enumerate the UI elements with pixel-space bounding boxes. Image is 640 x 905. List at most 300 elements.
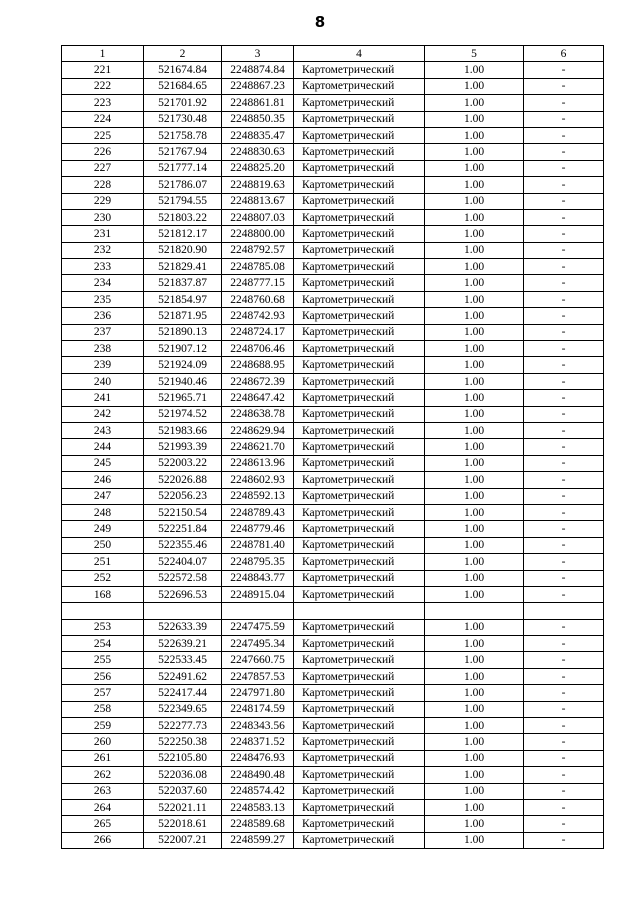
- x-coordinate-cell: 522250.38: [144, 734, 222, 750]
- method-cell: Картометрический: [294, 783, 425, 799]
- accuracy-cell: 1.00: [425, 455, 524, 471]
- x-coordinate-cell: 522417.44: [144, 685, 222, 701]
- note-cell: -: [524, 488, 604, 504]
- note-cell: -: [524, 816, 604, 832]
- y-coordinate-cell: 2248792.57: [222, 242, 294, 258]
- y-coordinate-cell: 2248843.77: [222, 570, 294, 586]
- point-number-cell: 236: [62, 308, 144, 324]
- point-number-cell: 256: [62, 668, 144, 684]
- accuracy-cell: 1.00: [425, 177, 524, 193]
- accuracy-cell: 1.00: [425, 259, 524, 275]
- note-cell: -: [524, 275, 604, 291]
- table-row: [62, 308, 604, 324]
- note-cell: -: [524, 619, 604, 635]
- x-coordinate-cell: 522105.80: [144, 750, 222, 766]
- note-cell: -: [524, 209, 604, 225]
- accuracy-cell: 1.00: [425, 652, 524, 668]
- method-cell: Картометрический: [294, 308, 425, 324]
- y-coordinate-cell: 2248589.68: [222, 816, 294, 832]
- accuracy-cell: 1.00: [425, 799, 524, 815]
- header-cell: 5: [425, 46, 524, 62]
- accuracy-cell: 1.00: [425, 586, 524, 602]
- x-coordinate-cell: 522355.46: [144, 537, 222, 553]
- header-row: [62, 46, 604, 62]
- method-cell: Картометрический: [294, 177, 425, 193]
- x-coordinate-cell: 522007.21: [144, 832, 222, 848]
- point-number-cell: 263: [62, 783, 144, 799]
- accuracy-cell: 1.00: [425, 341, 524, 357]
- table-row: [62, 718, 604, 734]
- note-cell: -: [524, 570, 604, 586]
- note-cell: -: [524, 783, 604, 799]
- accuracy-cell: 1.00: [425, 193, 524, 209]
- y-coordinate-cell: 2248621.70: [222, 439, 294, 455]
- note-cell: -: [524, 701, 604, 717]
- accuracy-cell: 1.00: [425, 226, 524, 242]
- accuracy-cell: 1.00: [425, 209, 524, 225]
- method-cell: Картометрический: [294, 242, 425, 258]
- note-cell: -: [524, 62, 604, 78]
- y-coordinate-cell: 2248830.63: [222, 144, 294, 160]
- point-number-cell: 253: [62, 619, 144, 635]
- method-cell: Картометрический: [294, 619, 425, 635]
- accuracy-cell: 1.00: [425, 78, 524, 94]
- method-cell: Картометрический: [294, 62, 425, 78]
- table-row: [62, 324, 604, 340]
- y-coordinate-cell: 2248760.68: [222, 291, 294, 307]
- x-coordinate-cell: 521993.39: [144, 439, 222, 455]
- method-cell: Картометрический: [294, 750, 425, 766]
- note-cell: -: [524, 95, 604, 111]
- accuracy-cell: 1.00: [425, 554, 524, 570]
- note-cell: -: [524, 341, 604, 357]
- table-row: [62, 78, 604, 94]
- y-coordinate-cell: 2247475.59: [222, 619, 294, 635]
- note-cell: -: [524, 767, 604, 783]
- table-row: [62, 701, 604, 717]
- method-cell: Картометрический: [294, 586, 425, 602]
- method-cell: Картометрический: [294, 341, 425, 357]
- x-coordinate-cell: 521812.17: [144, 226, 222, 242]
- method-cell: Картометрический: [294, 734, 425, 750]
- note-cell: -: [524, 160, 604, 176]
- x-coordinate-cell: 522056.23: [144, 488, 222, 504]
- x-coordinate-cell: 521854.97: [144, 291, 222, 307]
- note-cell: -: [524, 636, 604, 652]
- point-number-cell: 243: [62, 422, 144, 438]
- table-row: [62, 521, 604, 537]
- x-coordinate-cell: 521803.22: [144, 209, 222, 225]
- table-row: [62, 127, 604, 143]
- table-row: [62, 291, 604, 307]
- accuracy-cell: 1.00: [425, 390, 524, 406]
- method-cell: Картометрический: [294, 799, 425, 815]
- method-cell: Картометрический: [294, 488, 425, 504]
- x-coordinate-cell: 522349.65: [144, 701, 222, 717]
- method-cell: Картометрический: [294, 373, 425, 389]
- method-cell: Картометрический: [294, 439, 425, 455]
- point-number-cell: 266: [62, 832, 144, 848]
- x-coordinate-cell: 521777.14: [144, 160, 222, 176]
- table-row: [62, 554, 604, 570]
- note-cell: -: [524, 439, 604, 455]
- note-cell: -: [524, 668, 604, 684]
- x-coordinate-cell: 522491.62: [144, 668, 222, 684]
- accuracy-cell: 1.00: [425, 537, 524, 553]
- accuracy-cell: 1.00: [425, 357, 524, 373]
- table-row: [62, 439, 604, 455]
- y-coordinate-cell: 2248602.93: [222, 472, 294, 488]
- y-coordinate-cell: 2248777.15: [222, 275, 294, 291]
- x-coordinate-cell: 522251.84: [144, 521, 222, 537]
- table-row: [62, 422, 604, 438]
- method-cell: Картометрический: [294, 636, 425, 652]
- method-cell: Картометрический: [294, 668, 425, 684]
- x-coordinate-cell: [144, 603, 222, 619]
- accuracy-cell: 1.00: [425, 406, 524, 422]
- method-cell: Картометрический: [294, 193, 425, 209]
- accuracy-cell: 1.00: [425, 242, 524, 258]
- y-coordinate-cell: 2248874.84: [222, 62, 294, 78]
- table-row: [62, 209, 604, 225]
- method-cell: Картометрический: [294, 406, 425, 422]
- point-number-cell: 225: [62, 127, 144, 143]
- table-row: [62, 488, 604, 504]
- table-row: [62, 62, 604, 78]
- point-number-cell: 251: [62, 554, 144, 570]
- coordinates-table: [61, 45, 604, 849]
- y-coordinate-cell: 2248574.42: [222, 783, 294, 799]
- x-coordinate-cell: 522021.11: [144, 799, 222, 815]
- note-cell: -: [524, 78, 604, 94]
- y-coordinate-cell: 2248785.08: [222, 259, 294, 275]
- point-number-cell: 231: [62, 226, 144, 242]
- accuracy-cell: 1.00: [425, 472, 524, 488]
- x-coordinate-cell: 521767.94: [144, 144, 222, 160]
- x-coordinate-cell: 521758.78: [144, 127, 222, 143]
- note-cell: -: [524, 586, 604, 602]
- point-number-cell: 248: [62, 504, 144, 520]
- x-coordinate-cell: 521730.48: [144, 111, 222, 127]
- y-coordinate-cell: 2248819.63: [222, 177, 294, 193]
- accuracy-cell: 1.00: [425, 275, 524, 291]
- table-row: [62, 144, 604, 160]
- note-cell: -: [524, 259, 604, 275]
- point-number-cell: 241: [62, 390, 144, 406]
- method-cell: Картометрический: [294, 521, 425, 537]
- point-number-cell: 260: [62, 734, 144, 750]
- point-number-cell: 235: [62, 291, 144, 307]
- accuracy-cell: 1.00: [425, 324, 524, 340]
- y-coordinate-cell: 2248476.93: [222, 750, 294, 766]
- accuracy-cell: 1.00: [425, 111, 524, 127]
- x-coordinate-cell: 521701.92: [144, 95, 222, 111]
- method-cell: Картометрический: [294, 554, 425, 570]
- y-coordinate-cell: 2248592.13: [222, 488, 294, 504]
- table-row: [62, 636, 604, 652]
- y-coordinate-cell: 2248672.39: [222, 373, 294, 389]
- point-number-cell: 242: [62, 406, 144, 422]
- point-number-cell: 239: [62, 357, 144, 373]
- note-cell: -: [524, 127, 604, 143]
- accuracy-cell: 1.00: [425, 95, 524, 111]
- table-row: [62, 652, 604, 668]
- x-coordinate-cell: 521786.07: [144, 177, 222, 193]
- y-coordinate-cell: 2248807.03: [222, 209, 294, 225]
- accuracy-cell: 1.00: [425, 767, 524, 783]
- table-row: [62, 504, 604, 520]
- method-cell: Картометрический: [294, 472, 425, 488]
- table-row: [62, 357, 604, 373]
- note-cell: -: [524, 291, 604, 307]
- y-coordinate-cell: 2248779.46: [222, 521, 294, 537]
- table-row: [62, 472, 604, 488]
- page-number: 8: [314, 13, 326, 31]
- y-coordinate-cell: 2248583.13: [222, 799, 294, 815]
- method-cell: Картометрический: [294, 144, 425, 160]
- x-coordinate-cell: 522003.22: [144, 455, 222, 471]
- table-row: [62, 685, 604, 701]
- y-coordinate-cell: 2247971.80: [222, 685, 294, 701]
- table-row: [62, 799, 604, 815]
- point-number-cell: 246: [62, 472, 144, 488]
- x-coordinate-cell: 522572.58: [144, 570, 222, 586]
- y-coordinate-cell: 2248343.56: [222, 718, 294, 734]
- table-row: [62, 373, 604, 389]
- x-coordinate-cell: 522633.39: [144, 619, 222, 635]
- point-number-cell: 259: [62, 718, 144, 734]
- note-cell: -: [524, 144, 604, 160]
- accuracy-cell: 1.00: [425, 521, 524, 537]
- method-cell: Картометрический: [294, 570, 425, 586]
- point-number-cell: 229: [62, 193, 144, 209]
- x-coordinate-cell: 521684.65: [144, 78, 222, 94]
- point-number-cell: 244: [62, 439, 144, 455]
- x-coordinate-cell: 522404.07: [144, 554, 222, 570]
- x-coordinate-cell: 521794.55: [144, 193, 222, 209]
- table-row: [62, 226, 604, 242]
- accuracy-cell: 1.00: [425, 291, 524, 307]
- point-number-cell: 228: [62, 177, 144, 193]
- y-coordinate-cell: 2248867.23: [222, 78, 294, 94]
- note-cell: -: [524, 111, 604, 127]
- x-coordinate-cell: 522639.21: [144, 636, 222, 652]
- point-number-cell: 227: [62, 160, 144, 176]
- y-coordinate-cell: 2248490.48: [222, 767, 294, 783]
- point-number-cell: 223: [62, 95, 144, 111]
- table-row: [62, 783, 604, 799]
- note-cell: -: [524, 799, 604, 815]
- table-row: [62, 767, 604, 783]
- y-coordinate-cell: 2248781.40: [222, 537, 294, 553]
- method-cell: Картометрический: [294, 455, 425, 471]
- note-cell: -: [524, 750, 604, 766]
- note-cell: -: [524, 242, 604, 258]
- point-number-cell: 238: [62, 341, 144, 357]
- point-number-cell: 252: [62, 570, 144, 586]
- point-number-cell: 254: [62, 636, 144, 652]
- point-number-cell: 230: [62, 209, 144, 225]
- y-coordinate-cell: 2248613.96: [222, 455, 294, 471]
- y-coordinate-cell: 2248174.59: [222, 701, 294, 717]
- accuracy-cell: 1.00: [425, 685, 524, 701]
- y-coordinate-cell: 2248789.43: [222, 504, 294, 520]
- y-coordinate-cell: 2248742.93: [222, 308, 294, 324]
- point-number-cell: 258: [62, 701, 144, 717]
- y-coordinate-cell: 2247660.75: [222, 652, 294, 668]
- method-cell: Картометрический: [294, 357, 425, 373]
- point-number-cell: 234: [62, 275, 144, 291]
- method-cell: Картометрический: [294, 160, 425, 176]
- point-number-cell: 222: [62, 78, 144, 94]
- table-row: [62, 832, 604, 848]
- accuracy-cell: 1.00: [425, 439, 524, 455]
- point-number-cell: 265: [62, 816, 144, 832]
- x-coordinate-cell: 521890.13: [144, 324, 222, 340]
- header-cell: 3: [222, 46, 294, 62]
- accuracy-cell: 1.00: [425, 127, 524, 143]
- note-cell: -: [524, 455, 604, 471]
- method-cell: Картометрический: [294, 95, 425, 111]
- table-row: [62, 242, 604, 258]
- x-coordinate-cell: 521907.12: [144, 341, 222, 357]
- x-coordinate-cell: 522277.73: [144, 718, 222, 734]
- y-coordinate-cell: 2248599.27: [222, 832, 294, 848]
- point-number-cell: 240: [62, 373, 144, 389]
- x-coordinate-cell: 522026.88: [144, 472, 222, 488]
- table-row: [62, 570, 604, 586]
- accuracy-cell: 1.00: [425, 619, 524, 635]
- x-coordinate-cell: 522696.53: [144, 586, 222, 602]
- method-cell: Картометрический: [294, 537, 425, 553]
- point-number-cell: 221: [62, 62, 144, 78]
- header-cell: 2: [144, 46, 222, 62]
- table-row: [62, 160, 604, 176]
- note-cell: -: [524, 406, 604, 422]
- note-cell: -: [524, 472, 604, 488]
- x-coordinate-cell: 521829.41: [144, 259, 222, 275]
- note-cell: -: [524, 504, 604, 520]
- point-number-cell: 262: [62, 767, 144, 783]
- point-number-cell: 226: [62, 144, 144, 160]
- x-coordinate-cell: 521983.66: [144, 422, 222, 438]
- point-number-cell: 224: [62, 111, 144, 127]
- y-coordinate-cell: 2248813.67: [222, 193, 294, 209]
- table-row: [62, 406, 604, 422]
- note-cell: -: [524, 390, 604, 406]
- point-number-cell: 257: [62, 685, 144, 701]
- y-coordinate-cell: 2248915.04: [222, 586, 294, 602]
- note-cell: -: [524, 422, 604, 438]
- x-coordinate-cell: 521674.84: [144, 62, 222, 78]
- method-cell: Картометрический: [294, 275, 425, 291]
- point-number-cell: 255: [62, 652, 144, 668]
- method-cell: Картометрический: [294, 226, 425, 242]
- accuracy-cell: 1.00: [425, 144, 524, 160]
- table-row: [62, 537, 604, 553]
- accuracy-cell: 1.00: [425, 832, 524, 848]
- note-cell: -: [524, 832, 604, 848]
- method-cell: Картометрический: [294, 652, 425, 668]
- accuracy-cell: 1.00: [425, 816, 524, 832]
- y-coordinate-cell: 2248861.81: [222, 95, 294, 111]
- note-cell: -: [524, 554, 604, 570]
- method-cell: Картометрический: [294, 701, 425, 717]
- method-cell: Картометрический: [294, 767, 425, 783]
- method-cell: Картометрический: [294, 832, 425, 848]
- note-cell: [524, 603, 604, 619]
- accuracy-cell: 1.00: [425, 504, 524, 520]
- table-row: [62, 816, 604, 832]
- note-cell: -: [524, 521, 604, 537]
- accuracy-cell: 1.00: [425, 422, 524, 438]
- header-cell: 6: [524, 46, 604, 62]
- x-coordinate-cell: 521965.71: [144, 390, 222, 406]
- table-body: [62, 62, 604, 849]
- accuracy-cell: 1.00: [425, 62, 524, 78]
- method-cell: Картометрический: [294, 718, 425, 734]
- table-row: [62, 95, 604, 111]
- method-cell: Картометрический: [294, 127, 425, 143]
- table-row: [62, 341, 604, 357]
- y-coordinate-cell: 2248688.95: [222, 357, 294, 373]
- point-number-cell: 250: [62, 537, 144, 553]
- accuracy-cell: 1.00: [425, 160, 524, 176]
- table-row: [62, 750, 604, 766]
- method-cell: Картометрический: [294, 291, 425, 307]
- table-row: [62, 193, 604, 209]
- y-coordinate-cell: 2247495.34: [222, 636, 294, 652]
- y-coordinate-cell: 2248835.47: [222, 127, 294, 143]
- method-cell: Картометрический: [294, 324, 425, 340]
- point-number-cell: 168: [62, 586, 144, 602]
- x-coordinate-cell: 522037.60: [144, 783, 222, 799]
- y-coordinate-cell: 2248371.52: [222, 734, 294, 750]
- y-coordinate-cell: [222, 603, 294, 619]
- method-cell: Картометрический: [294, 816, 425, 832]
- table-row: [62, 259, 604, 275]
- accuracy-cell: 1.00: [425, 488, 524, 504]
- table-row: [62, 668, 604, 684]
- method-cell: Картометрический: [294, 78, 425, 94]
- accuracy-cell: 1.00: [425, 570, 524, 586]
- x-coordinate-cell: 521837.87: [144, 275, 222, 291]
- note-cell: -: [524, 373, 604, 389]
- accuracy-cell: 1.00: [425, 734, 524, 750]
- table-row: [62, 111, 604, 127]
- note-cell: -: [524, 308, 604, 324]
- y-coordinate-cell: 2248825.20: [222, 160, 294, 176]
- accuracy-cell: 1.00: [425, 701, 524, 717]
- x-coordinate-cell: 521974.52: [144, 406, 222, 422]
- note-cell: -: [524, 324, 604, 340]
- point-number-cell: 233: [62, 259, 144, 275]
- point-number-cell: 245: [62, 455, 144, 471]
- note-cell: -: [524, 718, 604, 734]
- y-coordinate-cell: 2247857.53: [222, 668, 294, 684]
- y-coordinate-cell: 2248647.42: [222, 390, 294, 406]
- point-number-cell: 261: [62, 750, 144, 766]
- accuracy-cell: 1.00: [425, 750, 524, 766]
- method-cell: Картометрический: [294, 504, 425, 520]
- table-row: [62, 586, 604, 602]
- table-row: [62, 619, 604, 635]
- point-number-cell: 237: [62, 324, 144, 340]
- table-row: [62, 390, 604, 406]
- y-coordinate-cell: 2248795.35: [222, 554, 294, 570]
- accuracy-cell: 1.00: [425, 783, 524, 799]
- note-cell: -: [524, 226, 604, 242]
